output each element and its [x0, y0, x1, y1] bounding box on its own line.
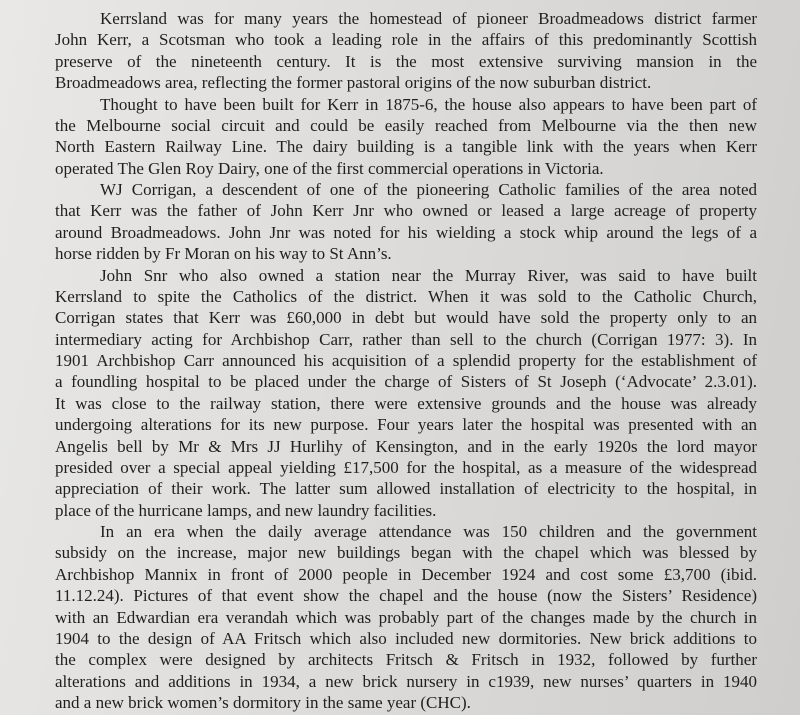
paragraph-5-line-1: In an era when the daily average attendance was 150 children and the government: [100, 522, 757, 541]
paragraph-5-line-8: alterations and additions in 1934, a new brick nursery in c1939, new nurses’ quarters in 1940: [55, 671, 757, 691]
paragraph-5-line-7: the complex were designed by architects Fritsch & Fritsch in 1932, followed by further: [55, 650, 757, 670]
paragraph-4-line-2: Kerrsland to spite the Catholics of the district. When it was sold to the Catholic Church,: [55, 286, 757, 306]
paragraph-2-line-2: the Melbourne social circuit and could be easily reached from Melbourne via the then new: [55, 115, 757, 135]
paragraph-5-line-3: Archbishop Mannix in front of 2000 people in December 1924 and cost some £3,700 (ibid.: [55, 564, 757, 584]
paragraph-5-line-9: and a new brick women’s dormitory in the same year (CHC).: [55, 693, 471, 712]
paragraph-5-line-2: subsidy on the increase, major new buildings began with the chapel which was blessed by: [55, 543, 757, 563]
paragraph-5-line-5: with an Edwardian era verandah which was probably part of the changes made by the church in: [55, 607, 757, 627]
paragraph-1-line-3: preserve of the nineteenth century. It is the most extensive surviving mansion in the: [55, 51, 757, 71]
paragraph-3-line-1: WJ Corrigan, a descendent of one of the pioneering Catholic families of the area noted: [100, 180, 757, 199]
paragraph-1-line-4: Broadmeadows area, reflecting the former pastoral origins of the now suburban district.: [55, 73, 652, 93]
paragraph-4-line-12: place of the hurricane lamps, and new laundry facilities.: [55, 500, 437, 520]
paragraph-4-line-7: It was close to the railway station, there were extensive grounds and the house was already: [55, 393, 757, 413]
paragraph-3-line-2: that Kerr was the father of John Kerr Jnr who owned or leased a large acreage of property: [55, 201, 757, 221]
paragraph-4-line-11: appreciation of their work. The latter sum allowed installation of electricity to the hospital, in: [55, 479, 757, 499]
paragraph-5-line-6: 1904 to the design of AA Fritsch which also included new dormitories. New brick additions to: [55, 628, 757, 648]
paragraph-1-line-1: Kerrsland was for many years the homestead of pioneer Broadmeadows district farmer: [100, 9, 757, 28]
paragraph-3-line-3: around Broadmeadows. John Jnr was noted for his wielding a stock whip around the legs of a: [55, 222, 757, 242]
paragraph-5-line-4: 11.12.24). Pictures of that event show the chapel and the house (now the Sisters’ Residence): [55, 586, 757, 606]
paragraph-4-line-9: Angelis bell by Mr & Mrs JJ Hurlihy of Kensington, and in the early 1920s the lord mayor: [55, 436, 757, 456]
paragraph-1-line-2: John Kerr, a Scotsman who took a leading role in the affairs of this predominantly Scottish: [55, 30, 757, 50]
paragraph-4-line-3: Corrigan states that Kerr was £60,000 in debt but would have sold the property only to an: [55, 308, 757, 328]
paragraph-2-line-3: North Eastern Railway Line. The dairy building is a tangible link with the years when Kerr: [55, 137, 757, 157]
paragraph-4-line-1: John Snr who also owned a station near the Murray River, was said to have built: [100, 265, 757, 285]
paragraph-4-line-8: undergoing alterations for its new purpose. Four years later the hospital was presented with an: [55, 415, 757, 435]
paragraph-4-line-10: presided over a special appeal yielding £17,500 for the hospital, as a measure of the widespread: [55, 457, 757, 477]
paragraph-4-line-5: 1901 Archbishop Carr announced his acquisition of a splendid property for the establishment of: [55, 351, 757, 370]
paragraph-2-line-4: operated The Glen Roy Dairy, one of the first commercial operations in Victoria.: [55, 158, 604, 178]
paragraph-3-line-4: horse ridden by Fr Moran on his way to St Ann’s.: [55, 244, 392, 264]
paragraph-2-line-1: Thought to have been built for Kerr in 1875-6, the house also appears to have been part of: [100, 94, 757, 114]
paragraph-4-line-6: a foundling hospital to be placed under the charge of Sisters of St Joseph (‘Advocate’ 2.3.01).: [55, 372, 757, 392]
paragraph-4-line-4: intermediary acting for Archbishop Carr, rather than sell to the church (Corrigan 1977: 3). In: [55, 329, 757, 349]
